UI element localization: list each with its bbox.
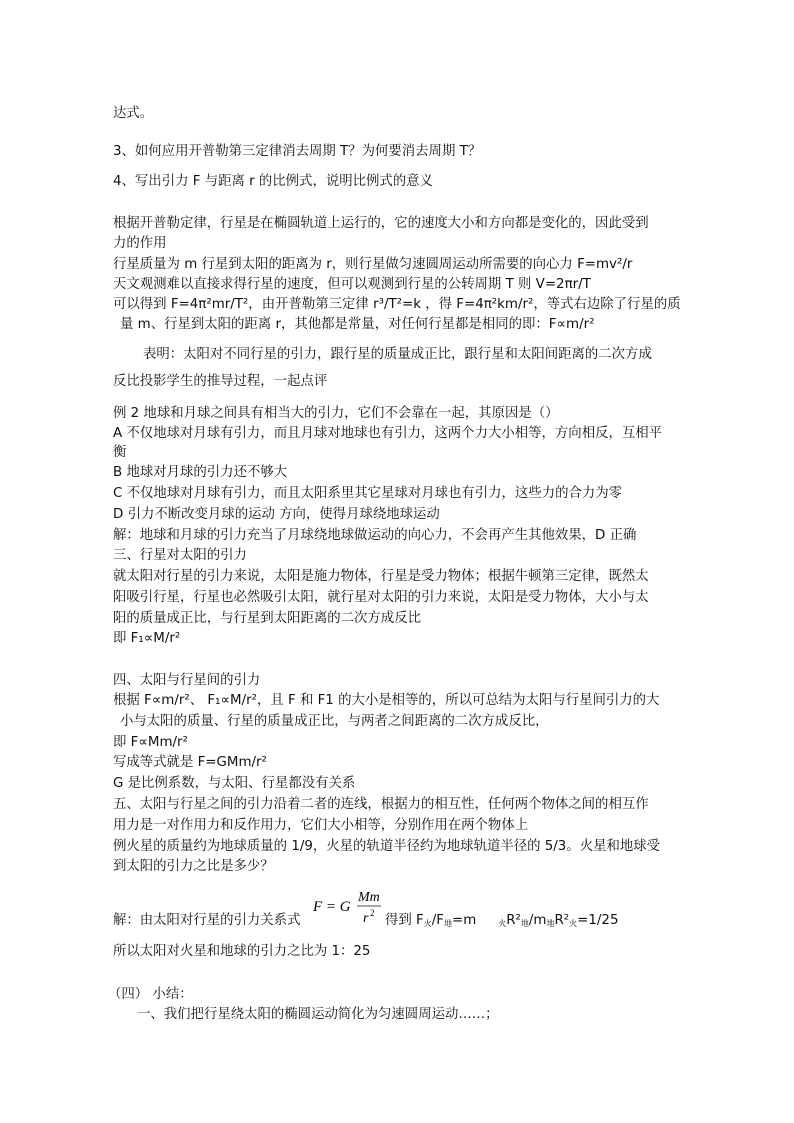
result-part: /m <box>528 913 547 928</box>
text-line: 小与太阳的质量、行星的质量成正比，与两者之间距离的二次方成反比， <box>120 714 549 729</box>
summary-heading: （四） 小结： <box>108 987 193 1002</box>
section-heading-3: 三、行星对太阳的引力 <box>113 548 247 563</box>
summary-item-1: 一、我们把行星绕太阳的椭圆运动简化为匀速圆周运动……； <box>137 1007 499 1022</box>
subscript-mars: 火 <box>423 919 432 928</box>
text-line: 根据 F∝m/r²、 F₁∝M/r²，且 F 和 F1 的大小是相等的，所以可总结为太阳与行星间引力的大 <box>113 693 660 708</box>
result-part: 得到 F <box>385 913 424 928</box>
result-part: R² <box>554 913 570 928</box>
example-question-cont: 到太阳的引力之比是多少？ <box>113 859 274 874</box>
text-line: 反比投影学生的推导过程，一起点评 <box>113 374 328 389</box>
option-a: A 不仅地球对月球有引力，而且月球对地球也有引力，这两个力大小相等，方向相反，互相平 <box>113 426 663 441</box>
question-3: 3、如何应用开普勒第三定律消去周期 T？为何要消去周期 T？ <box>113 144 482 159</box>
question-4: 4、写出引力 F 与距离 r 的比例式，说明比例式的意义 <box>113 174 433 189</box>
text-line: 行星质量为 m 行星到太阳的距离为 r，则行星做匀速圆周运动所需要的向心力 F=mv²/r <box>113 257 633 272</box>
solution-conclusion: 所以太阳对火星和地球的引力之比为 1：25 <box>113 944 371 959</box>
result-part: R² <box>506 913 521 928</box>
option-d: D 引力不断改变月球的运动 方向，使得月球绕地球运动 <box>113 507 440 522</box>
text-line: 可以得到 F=4π²mr/T²，由开普勒第三定律 r³/T²=k ，得 F=4π²km/r²，等式右边除了行星的质 <box>113 297 681 312</box>
section-heading-5: 五、太阳与行星之间的引力沿着二者的连线，根据力的相互性，任何两个物体之间的相互作 <box>113 797 649 812</box>
text-line: 即 F∝Mm/r² <box>113 735 188 750</box>
formula-numerator: Mm <box>358 890 380 905</box>
text-line: 即 F₁∝M/r² <box>113 631 181 646</box>
option-b: B 地球对月球的引力还不够大 <box>113 465 288 480</box>
result-part: =1/25 <box>577 913 619 928</box>
solution-line: 解：地球和月球的引力充当了月球绕地球做运动的向心力，不会再产生其他效果，D 正确 <box>113 528 637 543</box>
subscript-mars: 火 <box>569 919 578 928</box>
example-2-question: 例 2 地球和月球之间具有相当大的引力，它们不会靠在一起，其原因是（） <box>113 406 559 421</box>
text-line: 阳吸引行星，行星也必然吸引太阳，就行星对太阳的引力来说，太阳是受力物体，大小与太 <box>113 590 649 605</box>
example-question: 例火星的质量约为地球质量的 1/9，火星的轨道半径约为地球轨道半径的 5/3。火星和地球受 <box>113 839 661 854</box>
text-line: 量 m、行星到太阳的距离 r，其他都是常量，对任何行星都是相同的即：F∝m/r² <box>120 317 595 332</box>
option-a-cont: 衡 <box>113 445 127 460</box>
text-line: 表明：太阳对不同行星的引力，跟行星的质量成正比，跟行星和太阳间距离的二次方成 <box>143 347 652 362</box>
text-line: 达式。 <box>113 106 154 121</box>
solution-intro: 解：由太阳对行星的引力关系式 <box>113 913 301 928</box>
formula-exponent: 2 <box>370 908 375 918</box>
subscript-earth: 地 <box>546 919 555 928</box>
text-line: G 是比例系数，与太阳、行星都没有关系 <box>113 776 356 791</box>
option-c: C 不仅地球对月球有引力，而且太阳系里其它星球对月球也有引力，这些力的合力为零 <box>113 486 623 501</box>
subscript-earth: 地 <box>443 919 452 928</box>
text-line: 力的作用 <box>113 236 167 251</box>
subscript-earth: 地 <box>520 919 529 928</box>
formula-denominator: r <box>363 911 369 926</box>
text-line: 天文观测难以直接求得行星的速度，但可以观测到行星的公转周期 T 则 V=2πr/T <box>113 277 591 292</box>
text-line: 根据开普勒定律，行星是在椭圆轨道上运行的，它的速度大小和方向都是变化的，因此受到 <box>113 216 649 231</box>
section-heading-4: 四、太阳与行星间的引力 <box>113 673 261 688</box>
gravitation-formula <box>313 886 383 930</box>
text-line: 用力是一对作用力和反作用力，它们大小相等，分别作用在两个物体上 <box>113 818 529 833</box>
text-line: 写成等式就是 F=GMm/r² <box>113 755 267 770</box>
text-line: 阳的质量成正比，与行星到太阳距离的二次方成反比 <box>113 611 421 626</box>
result-part: /F <box>431 913 444 928</box>
result-part: =m <box>451 913 477 928</box>
text-line: 就太阳对行星的引力来说，太阳是施力物体，行星是受力物体；根据牛顿第三定律，既然太 <box>113 569 649 584</box>
solution-result <box>385 912 618 933</box>
subscript-mars: 火 <box>498 919 507 928</box>
formula-lhs: F = G <box>313 899 351 915</box>
